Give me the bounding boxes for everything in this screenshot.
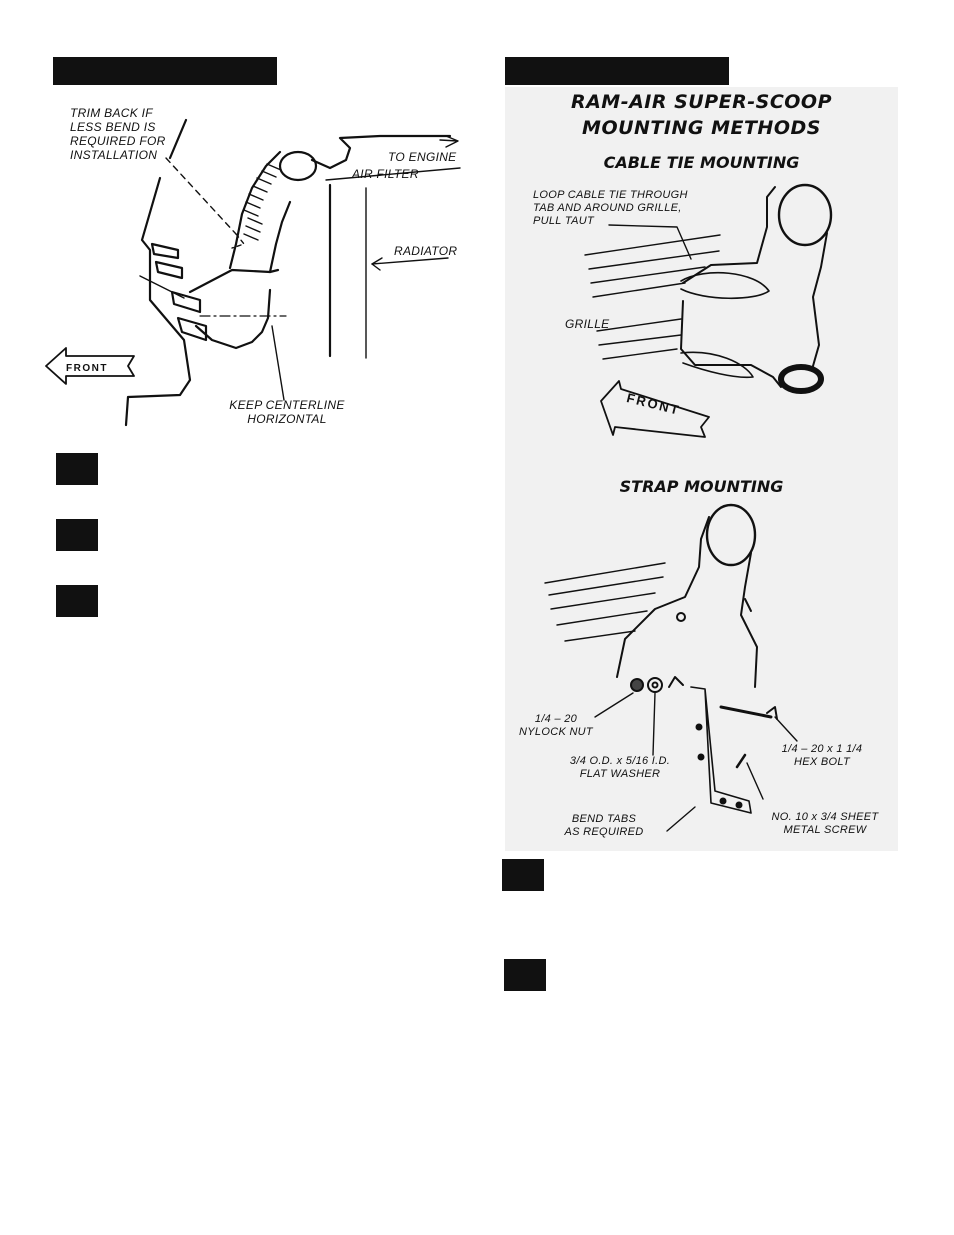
strap-mounting-heading: STRAP MOUNTING bbox=[619, 477, 784, 496]
front-arrow-label-left: FRONT bbox=[66, 363, 108, 374]
air-filter-label: AIR FILTER bbox=[352, 167, 419, 181]
cable-tie-note: LOOP CABLE TIE THROUGH TAB AND AROUND GRILLE, PULL TAUT bbox=[533, 189, 688, 227]
grille-label: GRILLE bbox=[565, 317, 610, 331]
hex-bolt-label: 1/4 – 20 x 1 1/4 HEX BOLT bbox=[781, 743, 863, 768]
keep-centerline-note: KEEP CENTERLINE HORIZONTAL bbox=[229, 398, 345, 426]
nylock-nut-label: 1/4 – 20 NYLOCK NUT bbox=[519, 713, 593, 738]
mounting-methods-illustration bbox=[505, 87, 898, 851]
cable-tie-mounting-heading: CABLE TIE MOUNTING bbox=[603, 153, 800, 172]
mounting-title-line2: MOUNTING METHODS bbox=[582, 117, 821, 139]
radiator-label: RADIATOR bbox=[394, 244, 458, 258]
flat-washer-label: 3/4 O.D. x 5/16 I.D. FLAT WASHER bbox=[569, 755, 671, 780]
trim-back-note: TRIM BACK IF LESS BEND IS REQUIRED FOR INSTALLATION bbox=[70, 106, 166, 162]
mounting-title-line1: RAM-AIR SUPER-SCOOP bbox=[570, 91, 833, 113]
front-arrow-label-right: FRONT bbox=[625, 390, 682, 418]
sheet-metal-screw-label: NO. 10 x 3/4 SHEET METAL SCREW bbox=[771, 811, 879, 836]
bend-tabs-label: BEND TABS AS REQUIRED bbox=[564, 813, 644, 838]
to-engine-label: TO ENGINE bbox=[388, 150, 457, 164]
